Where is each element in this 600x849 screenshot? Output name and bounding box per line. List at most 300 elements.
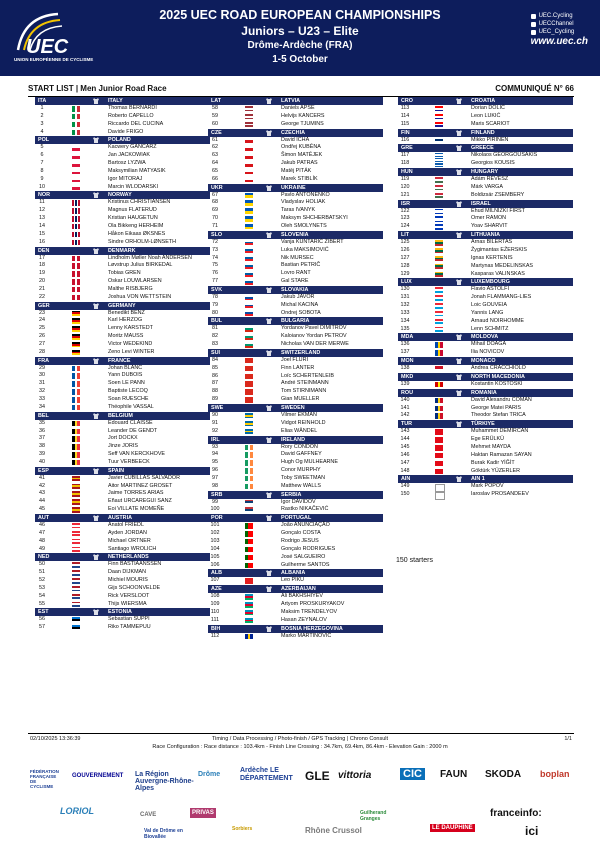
rider-name: Lindholm Møller Noah ANDERSEN — [108, 254, 192, 261]
rider-row — [208, 160, 383, 168]
rider-row — [35, 184, 210, 192]
nation-name: AUSTRIA — [108, 514, 132, 521]
rider-name: Ege ERÜLKÜ — [471, 436, 504, 443]
rider-row — [35, 270, 210, 278]
rider-row — [35, 255, 210, 263]
twitter-icon — [531, 30, 536, 35]
rider-name: Yann DUBOIS — [108, 372, 143, 379]
rider-row — [35, 569, 210, 577]
rider-name: Santiago WROLICH — [108, 545, 157, 552]
rider-row — [398, 341, 573, 349]
nation-flag-icon — [435, 114, 443, 120]
nation-flag-icon — [245, 610, 253, 616]
nation-name: ITALY — [108, 98, 123, 104]
rider-row — [35, 624, 210, 632]
rider-name: Riko TAMMEPUU — [108, 624, 151, 631]
sponsor-vittoria: vittoria — [338, 770, 372, 781]
bib-number: 110 — [210, 608, 220, 615]
rider-name: Maksim TRENDELYOV — [281, 608, 338, 615]
rider-name: Hugh Og MULHEARNE — [281, 459, 338, 466]
bib-number: 38 — [39, 443, 45, 450]
jersey-icon — [266, 130, 271, 136]
nation-flag-icon — [72, 507, 80, 513]
bib-number: 35 — [39, 419, 45, 426]
rider-name: Helvijs KANCERS — [281, 112, 325, 119]
nation-flag-icon — [72, 271, 80, 277]
nation-name: BOSNIA HERZEGOVINA — [281, 625, 343, 632]
rider-name: Jakub JAVOR — [281, 293, 315, 300]
rider-name: Javier CUBILLAS SALVADOR — [108, 474, 180, 481]
nation-flag-icon — [435, 177, 443, 183]
rider-name: José SALGUEIRO — [281, 553, 326, 560]
nation-flag-icon — [435, 216, 443, 222]
rider-name: Arnaud NOIRHOMME — [471, 317, 525, 324]
footer-timing: Timing / Data Processing / Photo-finish / GPS Tracking | Chrono Consult — [211, 736, 389, 742]
rider-row — [208, 199, 383, 207]
jersey-icon — [266, 405, 271, 411]
nation-flag-icon — [435, 453, 443, 459]
nation-flag-icon — [245, 460, 253, 466]
rider-name: Mark POPOV — [471, 483, 504, 490]
nation-code: AIN — [401, 476, 411, 483]
bib-number: 92 — [212, 427, 218, 434]
nation-flag-icon — [245, 256, 253, 262]
nation-flag-icon — [435, 469, 443, 475]
nation-name: PORTUGAL — [281, 515, 312, 522]
rider-name: Loïc SCHERTENLEIB — [281, 372, 334, 379]
jersey-icon — [456, 374, 461, 380]
nation-header — [208, 286, 383, 294]
nation-flag-icon — [435, 342, 443, 348]
nation-flag-icon — [245, 334, 253, 340]
nation-flag-icon — [72, 547, 80, 553]
nation-code: SWE — [211, 405, 224, 411]
nation-code: LUX — [401, 279, 412, 286]
rider-name: Kristian HAUGETUN — [108, 215, 158, 222]
jersey-icon — [456, 334, 461, 340]
bib-number: 17 — [39, 254, 45, 261]
bib-number: 123 — [400, 215, 410, 222]
jersey-icon — [93, 358, 98, 364]
nation-flag-icon — [245, 145, 253, 151]
rider-name: Pavlo ANTONENKO — [281, 191, 330, 198]
bib-number: 22 — [39, 293, 45, 300]
nation-flag-icon — [245, 523, 253, 529]
rider-row — [35, 404, 210, 412]
rider-name: Thomas BERNARDI — [108, 105, 157, 111]
nation-header — [398, 475, 573, 483]
nation-flag-icon — [72, 617, 80, 623]
nation-header — [35, 247, 210, 255]
nation-header — [208, 404, 383, 412]
rider-row — [398, 381, 573, 389]
rider-row — [208, 506, 383, 514]
sponsor-sorbiers: Sorbiers — [232, 826, 253, 832]
rider-name: Gonçalo RODRIGUES — [281, 545, 336, 552]
rider-row — [35, 160, 210, 168]
rider-row — [208, 444, 383, 452]
nation-flag-icon — [435, 193, 443, 199]
bib-number: 4 — [40, 128, 44, 135]
rider-name: Marko MARTINOVIĆ — [281, 632, 332, 639]
rider-name: Jakub PATRAS — [281, 160, 318, 167]
nation-header — [398, 389, 573, 397]
rider-name: Leon LUKIĆ — [471, 112, 501, 119]
bib-number: 62 — [212, 144, 218, 151]
rider-name: Georgios KOUSIS — [471, 160, 515, 167]
rider-row — [35, 239, 210, 247]
rider-row — [208, 152, 383, 160]
rider-row — [398, 452, 573, 460]
sponsor-gle: GLE — [305, 769, 330, 783]
rider-row — [35, 577, 210, 585]
rider-row — [35, 483, 210, 491]
jersey-icon — [93, 248, 98, 254]
nation-name: SLOVAKIA — [281, 286, 309, 293]
rider-name: Seff VAN KERCKHOVE — [108, 451, 166, 458]
rider-name: Magnus FLATERUD — [108, 207, 157, 214]
nation-flag-icon — [245, 476, 253, 482]
rider-row — [208, 325, 383, 333]
rider-row — [208, 577, 383, 585]
rider-name: Kasparas VALINSKAS — [471, 270, 525, 277]
nation-flag-icon — [72, 295, 80, 301]
start-list-column-3 — [398, 97, 573, 499]
rider-row — [208, 113, 383, 121]
nation-header — [398, 200, 573, 208]
rider-name: Bartosz LYZWA — [108, 160, 146, 167]
bib-number: 53 — [39, 584, 45, 591]
nation-flag-icon — [245, 303, 253, 309]
nation-flag-icon — [72, 256, 80, 262]
rider-name: Boldizsár ZSEMBERY — [471, 191, 525, 198]
bib-number: 86 — [212, 372, 218, 379]
rider-name: Karl HERZOG — [108, 317, 143, 324]
rider-row — [208, 483, 383, 491]
bib-number: 18 — [39, 262, 45, 269]
nation-flag-icon — [245, 374, 253, 380]
bib-number: 61 — [212, 136, 218, 143]
bib-number: 144 — [400, 436, 410, 443]
nation-flag-icon — [72, 224, 80, 230]
nation-flag-icon — [72, 625, 80, 631]
website-link[interactable]: www.uec.ch — [530, 36, 588, 47]
rider-row — [398, 137, 573, 145]
rider-name: Thijs WIERSMA — [108, 600, 147, 607]
nation-code: ALB — [211, 570, 223, 577]
nation-name: SWEDEN — [281, 405, 305, 411]
rider-name: Igor MITORAJ — [108, 175, 143, 182]
sponsor-ardeche: Ardèche LE DÉPARTEMENT — [240, 767, 293, 782]
nation-code: POL — [38, 137, 50, 144]
nation-flag-icon — [245, 563, 253, 569]
rider-row — [35, 286, 210, 294]
rider-row — [208, 530, 383, 538]
nation-flag-icon — [435, 406, 443, 412]
nation-header — [35, 608, 210, 616]
rider-name: Tom STIRNIMANN — [281, 388, 327, 395]
rider-row — [398, 468, 573, 476]
nation-flag-icon — [72, 586, 80, 592]
youtube-icon — [531, 22, 536, 27]
nation-header — [35, 514, 210, 522]
bib-number: 49 — [39, 545, 45, 552]
starters-count: 150 starters — [396, 557, 433, 564]
rider-name: Márk VARGA — [471, 183, 503, 190]
rider-row — [208, 294, 383, 302]
nation-flag-icon — [72, 373, 80, 379]
rider-name: Jort DOCKX — [108, 435, 138, 442]
footer-page: 1/1 — [564, 736, 572, 742]
rider-row — [35, 459, 210, 467]
bib-number: 50 — [39, 561, 45, 568]
rider-name: Vladyslav HOLIAK — [281, 199, 326, 206]
rider-name: Lenn SCHMITZ — [471, 325, 509, 332]
nation-flag-icon — [435, 492, 445, 500]
nation-flag-icon — [245, 342, 253, 348]
header-banner — [0, 0, 600, 76]
nation-flag-icon — [245, 326, 253, 332]
sponsor-skoda: SKODA — [485, 769, 522, 780]
nation-flag-icon — [72, 232, 80, 238]
rider-name: Mehmet MAYDA — [471, 444, 511, 450]
nation-flag-icon — [72, 405, 80, 411]
nation-flag-icon — [245, 381, 253, 387]
rider-row — [398, 263, 573, 271]
nation-code: EST — [38, 609, 49, 616]
bib-number: 44 — [39, 498, 45, 505]
rider-name: Matěj PITÁK — [281, 167, 312, 174]
nation-flag-icon — [245, 389, 253, 395]
rider-row — [208, 310, 383, 318]
nation-flag-icon — [245, 397, 253, 403]
bib-number: 117 — [400, 152, 410, 159]
rider-row — [35, 294, 210, 302]
rider-row — [208, 333, 383, 341]
bib-number: 8 — [40, 167, 44, 174]
jersey-icon — [456, 169, 461, 175]
nation-name: NETHERLANDS — [108, 554, 149, 561]
rider-row — [398, 483, 573, 491]
rider-row — [35, 475, 210, 483]
rider-name: Vidgot REINHOLD — [281, 419, 326, 426]
jersey-icon — [456, 390, 461, 396]
nation-flag-icon — [72, 200, 80, 206]
rider-name: Soen LE PANN — [108, 380, 145, 387]
nation-flag-icon — [72, 578, 80, 584]
rider-name: Flavio ASTOLFI — [471, 286, 509, 293]
rider-name: Nik MURSEC — [281, 254, 314, 261]
nation-flag-icon — [72, 436, 80, 442]
rider-row — [35, 428, 210, 436]
bib-number: 15 — [39, 230, 45, 237]
sponsor-cave: CAVE — [140, 812, 157, 818]
jersey-icon — [266, 318, 271, 324]
nation-flag-icon — [72, 122, 80, 128]
rider-row — [398, 436, 573, 444]
nation-flag-icon — [72, 263, 80, 269]
nation-code: AZE — [211, 586, 222, 593]
nation-flag-icon — [72, 114, 80, 120]
rider-name: Jinze JORIS — [108, 443, 138, 450]
nation-header — [208, 317, 383, 325]
rider-row — [398, 160, 573, 168]
rider-row — [398, 113, 573, 121]
nation-flag-icon — [435, 398, 443, 404]
nation-flag-icon — [435, 240, 443, 246]
jersey-icon — [266, 437, 271, 443]
nation-name: ESTONIA — [108, 609, 132, 616]
rider-name: Ondřej KUBĚNA — [281, 144, 321, 151]
bib-number: 5 — [40, 144, 44, 151]
nation-flag-icon — [435, 272, 443, 278]
rider-row — [35, 278, 210, 286]
nation-code: LIT — [401, 232, 410, 239]
rider-name: Rory CONDON — [281, 443, 318, 450]
bib-number: 127 — [400, 254, 410, 261]
rider-name: Théophile VASSAL — [108, 403, 154, 410]
nation-flag-icon — [435, 413, 443, 419]
nation-code: MDA — [401, 334, 414, 341]
rider-name: Edouard CLAISSE — [108, 419, 153, 426]
rider-name: Moritz MAUSS — [108, 333, 144, 340]
rider-row — [398, 397, 573, 405]
bib-number: 80 — [212, 309, 218, 316]
nation-header — [208, 129, 383, 137]
nation-header — [35, 136, 210, 144]
nation-flag-icon — [245, 484, 253, 490]
rider-row — [208, 475, 383, 483]
rider-row — [398, 105, 573, 113]
nation-flag-icon — [245, 507, 253, 513]
bib-number: 95 — [212, 459, 218, 466]
rider-name: Omer RAMON — [471, 215, 507, 222]
rider-row — [208, 412, 383, 420]
jersey-icon — [456, 98, 461, 104]
social-facebook[interactable]: UEC.Cycling — [538, 13, 573, 19]
nation-flag-icon — [435, 303, 443, 309]
rider-row — [208, 176, 383, 184]
rider-name: Gal STARE — [281, 278, 309, 285]
bib-number: 37 — [39, 435, 45, 442]
rider-row — [35, 207, 210, 215]
dates: 1-5 October — [272, 54, 328, 65]
jersey-icon — [266, 515, 271, 521]
rider-name: Riccardo DEL CUCINA — [108, 120, 164, 127]
rider-row — [35, 199, 210, 207]
nation-header — [398, 278, 573, 286]
nation-flag-icon — [435, 461, 443, 467]
rider-row — [398, 412, 573, 420]
rider-row — [398, 255, 573, 263]
bib-number: 146 — [400, 451, 410, 458]
bib-number: 104 — [210, 545, 220, 552]
bib-number: 54 — [39, 592, 45, 599]
bib-number: 69 — [212, 207, 218, 214]
bib-number: 30 — [39, 372, 45, 379]
rider-row — [208, 459, 383, 467]
bib-number: 120 — [400, 183, 410, 190]
rider-name: Michal KACINA — [281, 301, 319, 308]
nation-flag-icon — [72, 389, 80, 395]
nation-code: GRE — [401, 145, 413, 152]
rider-name: Yordanov Pavel DIMITROV — [281, 325, 347, 332]
rider-name: Finn LANTER — [281, 364, 315, 371]
nation-name: POLAND — [108, 137, 131, 144]
nation-flag-icon — [245, 224, 253, 230]
rider-row — [35, 113, 210, 121]
jersey-icon — [266, 492, 271, 498]
rider-name: Theodor Stefan TRICA — [471, 412, 526, 419]
bib-number: 91 — [212, 419, 218, 426]
rider-row — [35, 317, 210, 325]
rider-row — [208, 223, 383, 231]
rider-row — [35, 231, 210, 239]
nation-code: MKD — [401, 373, 414, 380]
nation-flag-icon — [245, 555, 253, 561]
nation-name: ROMANIA — [471, 389, 497, 396]
nation-code: MON — [401, 358, 414, 365]
nation-name: MOLDOVA — [471, 334, 499, 341]
bib-number: 131 — [400, 294, 410, 301]
bib-number: 141 — [400, 404, 410, 411]
nation-flag-icon — [435, 445, 443, 451]
rider-name: Maksym SHCHERBATSKYI — [281, 215, 348, 222]
bib-number: 66 — [212, 175, 218, 182]
nation-flag-icon — [72, 326, 80, 332]
rider-row — [398, 302, 573, 310]
rider-name: Maris SCARIOT — [471, 120, 510, 127]
rider-name: Joshua VON WETTSTEIN — [108, 293, 172, 300]
rider-name: Jonah FLAMMANG-LIES — [471, 294, 532, 301]
rider-name: Bastian PETRIČ — [281, 262, 321, 269]
bib-number: 45 — [39, 506, 45, 513]
social-youtube[interactable]: UECChannel — [538, 21, 574, 27]
rider-name: Finn BASTIAANSSEN — [108, 561, 162, 568]
nation-flag-icon — [72, 476, 80, 482]
nation-flag-icon — [72, 531, 80, 537]
bib-number: 1 — [40, 105, 44, 111]
communique-number: COMMUNIQUÉ N° 66 — [495, 84, 574, 93]
nation-flag-icon — [245, 500, 253, 506]
nation-flag-icon — [72, 161, 80, 167]
footer-divider — [28, 733, 574, 734]
social-twitter[interactable]: UEC_Cycling — [538, 29, 575, 35]
nation-flag-icon — [72, 594, 80, 600]
rider-row — [208, 467, 383, 475]
nation-header — [208, 97, 383, 105]
rider-row — [35, 451, 210, 459]
bib-number: 21 — [39, 285, 45, 292]
bib-number: 31 — [39, 380, 45, 387]
rider-row — [398, 152, 573, 160]
rider-name: Kacwery GANCARZ — [108, 144, 157, 151]
bib-number: 93 — [212, 443, 218, 450]
nation-flag-icon — [72, 570, 80, 576]
sponsor-privas: PRIVAS — [192, 810, 214, 816]
rider-row — [35, 561, 210, 569]
rider-row — [208, 262, 383, 270]
nation-flag-icon — [245, 311, 253, 317]
bib-number: 42 — [39, 482, 45, 489]
jersey-icon — [456, 145, 461, 151]
rider-name: Leo PIKU — [281, 577, 305, 584]
rider-name: Andrea CRACCHIOLO — [471, 365, 526, 372]
nation-flag-icon — [435, 122, 443, 128]
nation-flag-icon — [72, 484, 80, 490]
bib-number: 138 — [400, 365, 410, 372]
rider-row — [398, 318, 573, 326]
